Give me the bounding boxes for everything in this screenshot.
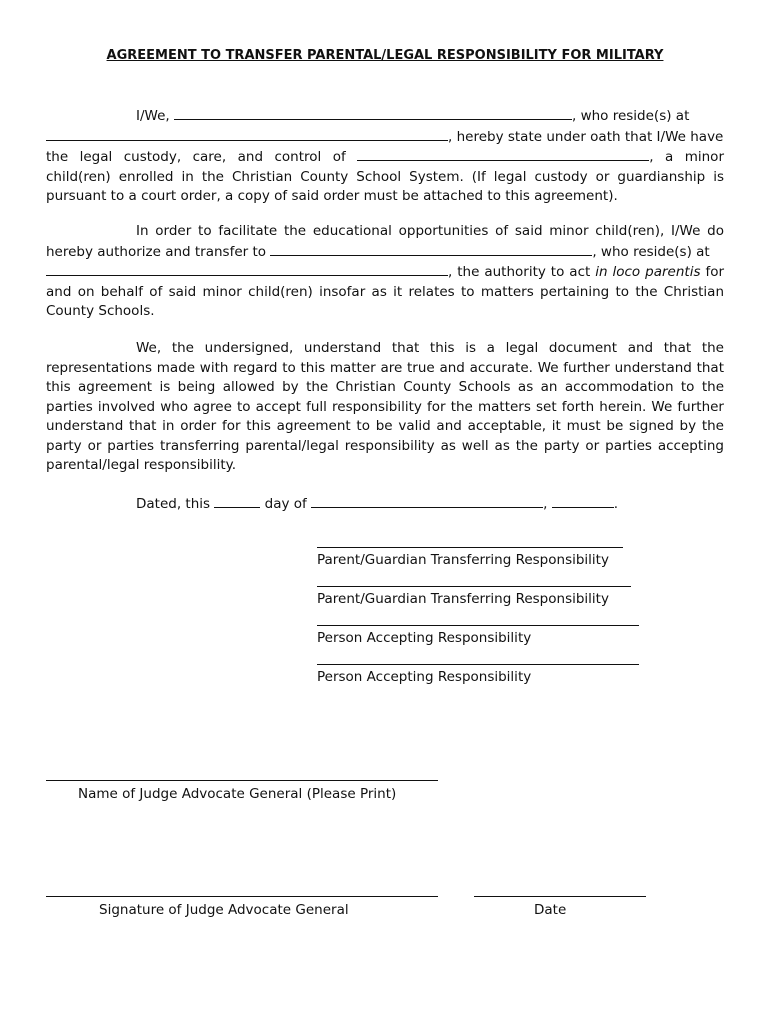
signature-label: Person Accepting Responsibility bbox=[317, 630, 532, 646]
judge-name-line[interactable] bbox=[46, 780, 438, 781]
date-label: Date bbox=[534, 902, 567, 918]
custody-lead-text: the legal custody, care, and control of bbox=[46, 149, 346, 165]
document-title: AGREEMENT TO TRANSFER PARENTAL/LEGAL RESPONSIBILITY FOR MILITARY bbox=[106, 48, 664, 63]
month-blank[interactable] bbox=[311, 494, 543, 508]
parent-name-blank[interactable] bbox=[174, 106, 572, 120]
who-resides-text: , who reside(s) at bbox=[571, 108, 690, 124]
judge-signature-label: Signature of Judge Advocate General bbox=[99, 902, 349, 918]
signature-line[interactable] bbox=[317, 625, 639, 626]
day-blank[interactable] bbox=[214, 494, 260, 508]
authorization-rest-text: for and on behalf of said minor child(ren) insofar as it relates to matters pertaining to the Christian County Schools. bbox=[46, 264, 724, 319]
judge-signature-line[interactable] bbox=[46, 896, 438, 897]
custody-paragraph bbox=[46, 106, 724, 207]
custody-rest-text: enrolled in the Christian County School System. (If legal custody or guardianship is pursuant to a court order, a copy of said order must be attached to this agreement). bbox=[46, 168, 724, 204]
dated-comma: , bbox=[543, 496, 548, 512]
dated-period: . bbox=[613, 496, 618, 512]
dated-line bbox=[136, 494, 618, 515]
recipient-resides-text: , who reside(s) at bbox=[592, 243, 710, 260]
judge-name-label: Name of Judge Advocate General (Please Print) bbox=[78, 786, 397, 802]
signature-line[interactable] bbox=[317, 547, 623, 548]
year-blank[interactable] bbox=[552, 494, 614, 508]
recipient-address-blank[interactable] bbox=[46, 262, 448, 276]
authorization-paragraph bbox=[46, 222, 724, 322]
minor-child-text: , a minor child(ren) bbox=[46, 149, 724, 185]
authority-text: , the authority to act bbox=[448, 264, 591, 280]
acknowledgement-paragraph bbox=[46, 339, 724, 476]
oath-text: , hereby state under oath that I/We have bbox=[448, 128, 724, 145]
latin-phrase: in loco parentis bbox=[595, 264, 701, 280]
signature-line[interactable] bbox=[317, 664, 639, 665]
signature-label: Parent/Guardian Transferring Responsibility bbox=[317, 591, 609, 607]
authorization-lead-text: In order to facilitate the educational opportunities of said minor child(ren), I/We do hereby authorize and transfer to bbox=[46, 223, 724, 260]
acknowledgement-text: We, the undersigned, understand that this is a legal document and that the representations made with regard to this matter are true and accurate. We further understand that this agreement is being allowed by the Christian County Schools as an accommodation to the parties involved who agree to accept full responsibility for the matters set forth herein. We further understand that in order for this agreement to be valid and acceptable, it must be signed by the party or parties transferring parental/legal responsibility as well as the party or parties accepting parental/legal responsibility. bbox=[46, 340, 724, 473]
day-of-text: day of bbox=[264, 496, 307, 512]
parent-address-blank[interactable] bbox=[46, 127, 448, 141]
signature-line[interactable] bbox=[317, 586, 631, 587]
recipient-name-blank[interactable] bbox=[270, 242, 592, 256]
signature-label: Person Accepting Responsibility bbox=[317, 669, 532, 685]
child-name-blank[interactable] bbox=[357, 147, 649, 161]
signature-label: Parent/Guardian Transferring Responsibility bbox=[317, 552, 609, 568]
date-line[interactable] bbox=[474, 896, 646, 897]
dated-lead-text: Dated, this bbox=[136, 496, 211, 512]
iwe-label: I/We, bbox=[136, 108, 170, 124]
